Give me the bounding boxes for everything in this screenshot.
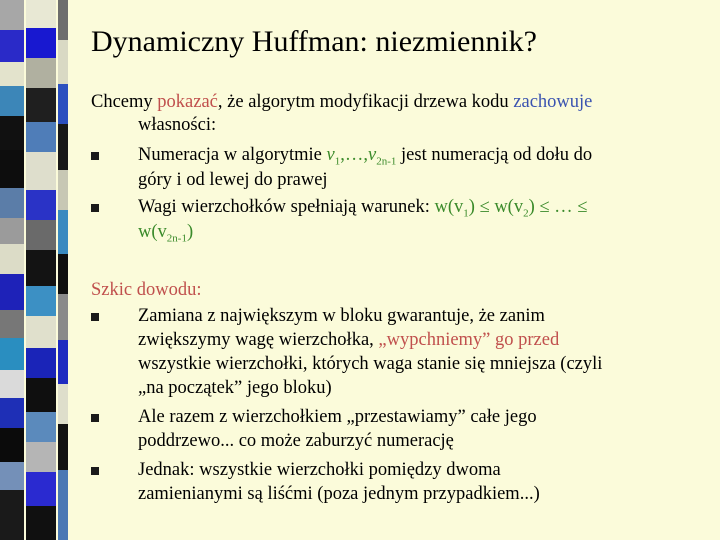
intro-highlight-pokazac: pokazać <box>157 92 218 112</box>
formula-line2-a: w(v <box>138 222 167 242</box>
formula-part-a: w(v <box>434 197 464 217</box>
bullet1-line-2: góry i od lewej do prawej <box>138 170 328 190</box>
bullet-icon <box>91 152 99 160</box>
bullet1-v-sequence <box>326 145 397 168</box>
bullet1-pre: Numeracja w algorytmie <box>138 145 327 165</box>
formula-line2-b: ) <box>186 222 194 242</box>
intro-highlight-zachowuje: zachowuje <box>513 92 593 112</box>
slide-title: Dynamiczny Huffman: niezmiennik? <box>91 25 537 58</box>
intro-pre: Chcemy <box>91 92 158 112</box>
point2-line-1: Ale razem z wierzchołkiem „przestawiamy” całe jego <box>138 407 537 427</box>
point1-line-3: wszystkie wierzchołki, których waga stanie się mniejsza (czyli <box>138 354 603 374</box>
bullet-icon <box>91 467 99 475</box>
sketch-heading: Szkic dowodu: <box>91 280 202 300</box>
intro-line-2: własności: <box>138 115 217 135</box>
dots: ,…, <box>340 145 368 165</box>
formula-sub-b: 2 <box>523 207 529 220</box>
formula-line2-sub: 2n-1 <box>166 232 187 245</box>
point3-line-1: Jednak: wszystkie wierzchołki pomiędzy dwoma <box>138 460 501 480</box>
var-v1-sub: 1 <box>334 155 341 168</box>
point1-highlight-wypchniemy: „wypchniemy” go przed <box>378 330 560 350</box>
bullet2-pre: Wagi wierzchołków spełniają warunek: <box>138 197 435 217</box>
intro-line-1 <box>91 91 592 113</box>
bullet2-formula <box>434 197 588 220</box>
formula-part-c: ) ≤ … ≤ <box>528 197 588 217</box>
point1-line-1: Zamiana z największym w bloku gwarantuje, że zanim <box>138 306 545 326</box>
bullet2-line-1 <box>138 196 587 225</box>
point3-line-2: zamienianymi są liśćmi (poza jednym przypadkiem...) <box>138 484 540 504</box>
point2-line-2: poddrzewo... co może zaburzyć numerację <box>138 431 454 451</box>
bullet2-line-2 <box>138 221 193 250</box>
var-v2n-sub: 2n-1 <box>376 155 397 168</box>
formula-sub-a: 1 <box>463 207 469 220</box>
bullet-icon <box>91 414 99 422</box>
point1-line-4: „na początek” jego bloku) <box>138 378 332 398</box>
point1-line-2 <box>138 329 559 351</box>
bullet-icon <box>91 313 99 321</box>
intro-mid: , że algorytm modyfikacji drzewa kodu <box>217 92 514 112</box>
bullet-icon <box>91 204 99 212</box>
point1-line2-pre: zwiększymy wagę wierzchołka, <box>138 330 379 350</box>
var-v2n: v <box>368 145 377 165</box>
var-v1: v <box>326 145 335 165</box>
bullet1-post: jest numeracją od dołu do <box>396 145 593 165</box>
formula-part-b: ) ≤ w(v <box>468 197 524 217</box>
